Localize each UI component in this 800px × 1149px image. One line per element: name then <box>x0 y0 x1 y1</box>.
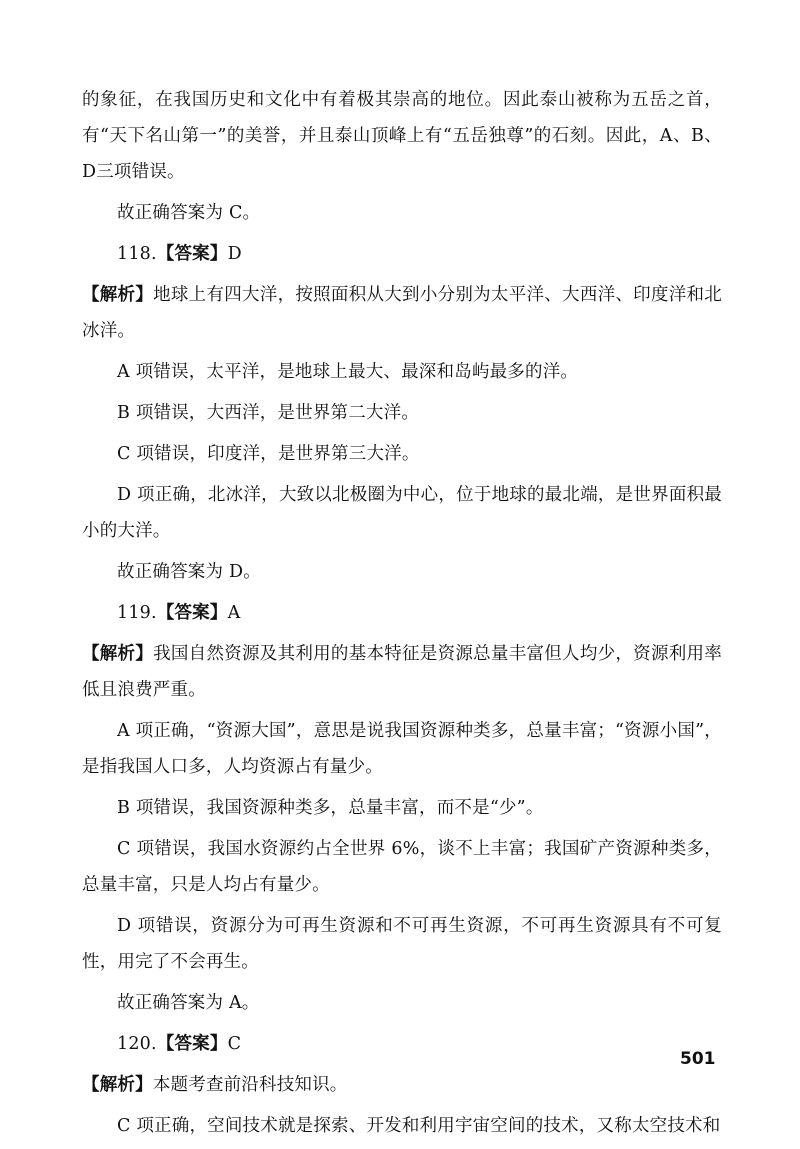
q119-analysis <box>82 636 722 708</box>
q120-header <box>82 1026 722 1062</box>
answer-117-conclusion: 故正确答案为 C。 <box>117 203 261 223</box>
q118-number: 118. <box>117 244 157 264</box>
q118-option-c: C 项错误，印度洋，是世界第三大洋。 <box>117 444 420 464</box>
q118-option-a: A 项错误，太平洋，是地球上最大、最深和岛屿最多的洋。 <box>117 362 579 382</box>
q120-analysis-text: 本题考查前沿科技知识。 <box>152 1075 348 1095</box>
q119-header <box>82 595 722 631</box>
q119-number: 119. <box>117 603 157 623</box>
q118-analysis-tag: 【解析】 <box>82 285 154 305</box>
q120-analysis-tag: 【解析】 <box>82 1075 153 1095</box>
q118-answer-tag: 【答案】 <box>156 244 228 264</box>
q120-answer-tag: 【答案】 <box>156 1034 228 1054</box>
page-number: 501 <box>680 1049 716 1069</box>
q118-analysis <box>82 277 722 349</box>
q120-option-c: C 项正确，空间技术就是探索、开发和利用宇宙空间的技术，又称太空技术和 <box>117 1116 721 1136</box>
q118-conclusion: 故正确答案为 D。 <box>117 562 261 582</box>
q118-answer: D <box>227 244 242 264</box>
q118-analysis-text: 地球上有四大洋，按照面积从大到小分别为太平洋、大西洋、印度洋和北冰洋。 <box>82 285 722 341</box>
q120-analysis <box>82 1067 722 1103</box>
q119-answer-tag: 【答案】 <box>156 603 228 623</box>
q118-option-b: B 项错误，大西洋，是世界第二大洋。 <box>117 403 420 423</box>
q118-option-d: D 项正确，北冰洋，大致以北极圈为中心，位于地球的最北端，是世界面积最小的大洋。 <box>82 485 722 541</box>
q119-analysis-tag: 【解析】 <box>82 644 154 664</box>
q119-conclusion: 故正确答案为 A。 <box>117 993 260 1013</box>
continuation-line-3: 三项错误。 <box>96 162 185 182</box>
q118-header <box>82 236 722 272</box>
q119-option-d: D 项错误，资源分为可再生资源和不可再生资源，不可再生资源具有不可复性，用完了不会再生。 <box>82 916 722 972</box>
q120-answer: C <box>227 1034 242 1054</box>
continuation-line-1: 的象征，在我国历史和文化中有着极其崇高的地位。因此泰山被称为五岳之首，有 <box>82 90 722 146</box>
continuation-paragraph <box>82 82 722 190</box>
continuation-line-2: “天下名山第一”的美誉，并且泰山顶峰上有“五岳独尊”的石刻。因此，A、B、D <box>82 126 723 182</box>
text-body <box>82 82 722 1149</box>
q119-analysis-text: 我国自然资源及其利用的基本特征是资源总量丰富但人均少，资源利用率低且浪费严重。 <box>82 644 722 700</box>
q119-answer: A <box>227 603 241 623</box>
q119-option-a: A 项正确，“资源大国”，意思是说我国资源种类多，总量丰富；“资源小国”，是指我国人口多，人均资源占有量少。 <box>82 721 722 777</box>
q120-number: 120. <box>117 1034 157 1054</box>
q119-option-b: B 项错误，我国资源种类多，总量丰富，而不是“少”。 <box>117 798 544 818</box>
q119-option-c: C 项错误，我国水资源约占全世界 6%，谈不上丰富；我国矿产资源种类多，总量丰富，只是人均占有量少。 <box>82 839 722 895</box>
